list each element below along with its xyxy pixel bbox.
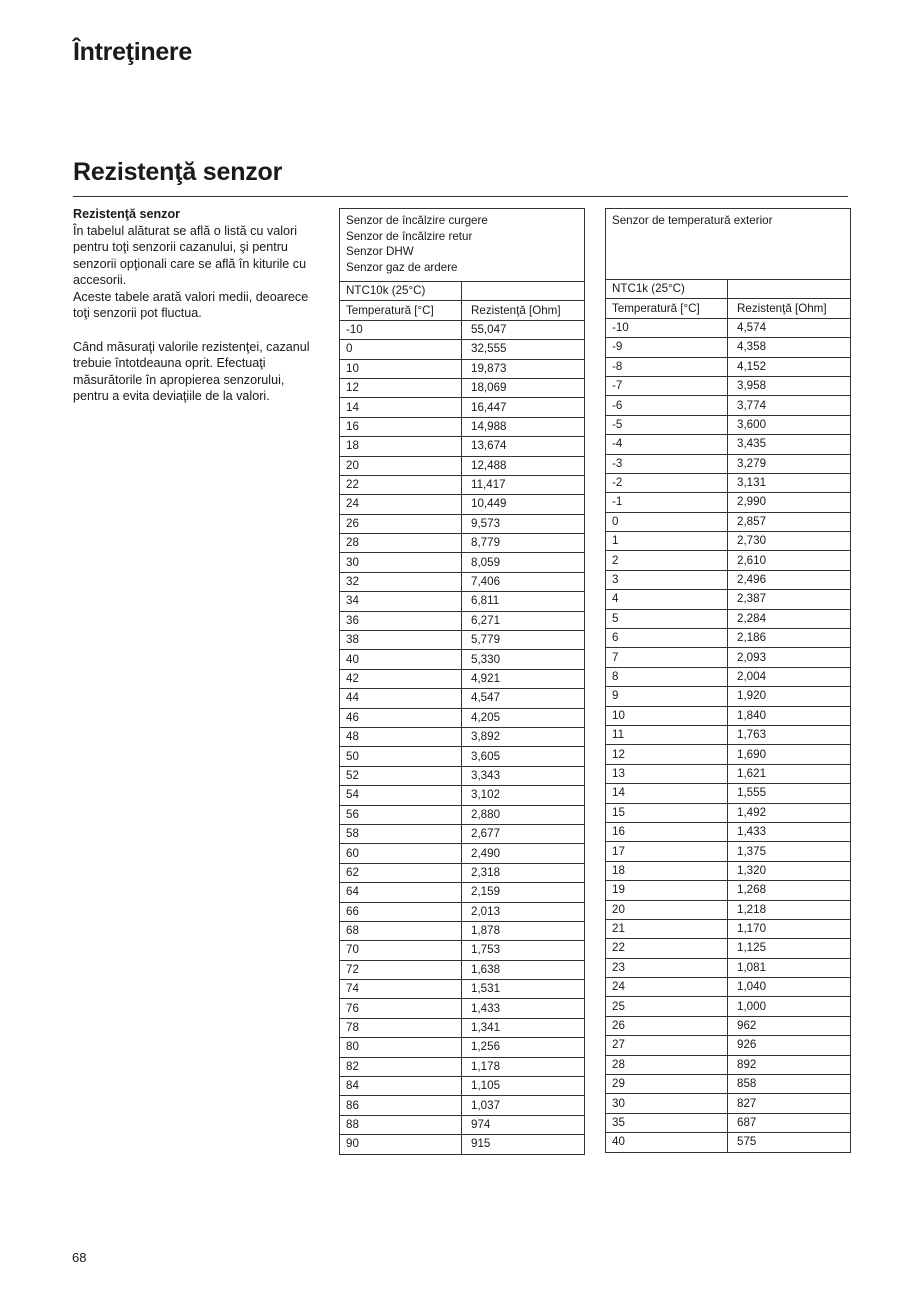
resistance-cell: 974	[462, 1115, 585, 1134]
section-title: Rezistenţă senzor	[73, 158, 283, 186]
temperature-cell: 42	[340, 669, 462, 688]
table-row	[606, 687, 851, 706]
table-row	[606, 629, 851, 648]
intro-paragraph-2: Aceste tabele arată valori medii, deoarece toţi senzorii pot fluctua.	[73, 289, 309, 320]
resistance-cell: 8,059	[462, 553, 585, 572]
temperature-cell: 70	[340, 941, 462, 960]
table-row	[340, 999, 585, 1018]
resistance-cell: 1,492	[728, 803, 851, 822]
resistance-cell: 9,573	[462, 514, 585, 533]
table-row	[340, 495, 585, 514]
resistance-cell: 2,490	[462, 844, 585, 863]
table-row	[340, 378, 585, 397]
table-row	[606, 1036, 851, 1055]
table-row	[340, 320, 585, 339]
temperature-cell: 14	[340, 398, 462, 417]
table-row	[606, 473, 851, 492]
temperature-cell: 22	[606, 939, 728, 958]
page-number: 68	[72, 1250, 87, 1265]
temperature-cell: -10	[606, 318, 728, 337]
table-row	[340, 553, 585, 572]
table-row	[606, 435, 851, 454]
temperature-cell: 14	[606, 784, 728, 803]
table-row	[340, 398, 585, 417]
table-row	[606, 551, 851, 570]
temperature-cell: 24	[340, 495, 462, 514]
temperature-cell: 40	[606, 1133, 728, 1152]
temperature-cell: 24	[606, 978, 728, 997]
resistance-cell: 2,093	[728, 648, 851, 667]
resistance-cell: 3,343	[462, 766, 585, 785]
table-row	[340, 980, 585, 999]
table-row	[340, 1096, 585, 1115]
table-row	[606, 1055, 851, 1074]
table-row	[606, 900, 851, 919]
resistance-cell: 687	[728, 1113, 851, 1132]
resistance-cell: 3,958	[728, 376, 851, 395]
sensor-list-cell	[340, 209, 585, 282]
temperature-cell: -9	[606, 338, 728, 357]
table-row	[606, 939, 851, 958]
intro-heading: Rezistenţă senzor	[73, 207, 181, 221]
resistance-cell: 1,320	[728, 861, 851, 880]
intro-paragraph-1: În tabelul alăturat se află o listă cu valori pentru toţi senzorii cazanului, şi pentru senzorii opţionali care se află în kiturile cu accesorii.	[73, 223, 307, 287]
table-row	[606, 784, 851, 803]
resistance-cell: 3,774	[728, 396, 851, 415]
table-row	[606, 667, 851, 686]
table-row	[606, 958, 851, 977]
resistance-cell: 1,178	[462, 1057, 585, 1076]
table-row	[340, 747, 585, 766]
table-row	[340, 1057, 585, 1076]
temperature-cell: -4	[606, 435, 728, 454]
temperature-cell: 11	[606, 725, 728, 744]
temperature-cell: 16	[606, 822, 728, 841]
empty-cell	[728, 280, 851, 299]
temperature-cell: 28	[606, 1055, 728, 1074]
temperature-cell: 35	[606, 1113, 728, 1132]
resistance-cell: 13,674	[462, 437, 585, 456]
temperature-cell: 23	[606, 958, 728, 977]
temperature-cell: 25	[606, 997, 728, 1016]
temperature-cell: 27	[606, 1036, 728, 1055]
temperature-cell: 12	[606, 745, 728, 764]
sensor-list-row	[340, 209, 585, 282]
table-row	[340, 669, 585, 688]
table-row	[340, 766, 585, 785]
resistance-cell: 2,284	[728, 609, 851, 628]
resistance-cell: 1,840	[728, 706, 851, 725]
temperature-cell: 26	[606, 1016, 728, 1035]
temperature-cell: 32	[340, 572, 462, 591]
temperature-cell: -5	[606, 415, 728, 434]
table-row	[340, 1135, 585, 1154]
sensor-name: Senzor DHW	[346, 245, 414, 258]
ntc10k-resistance-table	[339, 208, 585, 1155]
resistance-cell: 6,811	[462, 592, 585, 611]
resistance-cell: 5,779	[462, 631, 585, 650]
resistance-cell: 3,605	[462, 747, 585, 766]
resistance-cell: 1,268	[728, 881, 851, 900]
resistance-cell: 3,279	[728, 454, 851, 473]
resistance-cell: 1,218	[728, 900, 851, 919]
table-row	[340, 883, 585, 902]
temperature-cell: 5	[606, 609, 728, 628]
table-row	[340, 437, 585, 456]
table-row	[340, 340, 585, 359]
resistance-cell: 3,600	[728, 415, 851, 434]
table-row	[606, 570, 851, 589]
sensor-name: Senzor de încălzire retur	[346, 229, 473, 243]
resistance-cell: 1,256	[462, 1038, 585, 1057]
resistance-cell: 1,878	[462, 921, 585, 940]
table-row	[340, 727, 585, 746]
resistance-cell: 1,690	[728, 745, 851, 764]
table-row	[606, 415, 851, 434]
resistance-cell: 2,318	[462, 863, 585, 882]
resistance-cell: 575	[728, 1133, 851, 1152]
temperature-cell: 19	[606, 881, 728, 900]
table-row	[340, 1018, 585, 1037]
resistance-cell: 3,892	[462, 727, 585, 746]
temperature-cell: 60	[340, 844, 462, 863]
resistance-cell: 4,574	[728, 318, 851, 337]
column-header-resistance: Rezistenţă [Ohm]	[462, 301, 585, 320]
temperature-cell: 29	[606, 1075, 728, 1094]
temperature-cell: 10	[606, 706, 728, 725]
table-row	[340, 941, 585, 960]
temperature-cell: 82	[340, 1057, 462, 1076]
table-row	[340, 475, 585, 494]
table-row	[340, 1115, 585, 1134]
temperature-cell: 46	[340, 708, 462, 727]
temperature-cell: 20	[606, 900, 728, 919]
resistance-cell: 14,988	[462, 417, 585, 436]
table-row	[340, 417, 585, 436]
temperature-cell: 88	[340, 1115, 462, 1134]
temperature-cell: 13	[606, 764, 728, 783]
table-row	[606, 822, 851, 841]
temperature-cell: -2	[606, 473, 728, 492]
resistance-cell: 962	[728, 1016, 851, 1035]
table-row	[340, 844, 585, 863]
temperature-cell: 40	[340, 650, 462, 669]
sensor-name: Senzor gaz de ardere	[346, 260, 458, 274]
resistance-cell: 1,753	[462, 941, 585, 960]
table-row	[606, 357, 851, 376]
temperature-cell: 44	[340, 689, 462, 708]
temperature-cell: 18	[606, 861, 728, 880]
temperature-cell: 20	[340, 456, 462, 475]
table-row	[606, 803, 851, 822]
table-row	[340, 611, 585, 630]
sensor-type-cell: NTC1k (25°C)	[606, 280, 728, 299]
temperature-cell: 0	[340, 340, 462, 359]
table-row	[606, 512, 851, 531]
resistance-cell: 1,040	[728, 978, 851, 997]
sensor-type-row	[340, 282, 585, 301]
resistance-cell: 3,435	[728, 435, 851, 454]
table-row	[340, 863, 585, 882]
table-row	[606, 919, 851, 938]
temperature-cell: 10	[340, 359, 462, 378]
resistance-cell: 1,433	[462, 999, 585, 1018]
table-row	[340, 592, 585, 611]
table-row	[606, 590, 851, 609]
table-row	[606, 881, 851, 900]
resistance-cell: 4,205	[462, 708, 585, 727]
temperature-cell: 68	[340, 921, 462, 940]
table-row	[606, 318, 851, 337]
resistance-cell: 1,037	[462, 1096, 585, 1115]
temperature-cell: 30	[340, 553, 462, 572]
table-row	[340, 805, 585, 824]
resistance-cell: 2,880	[462, 805, 585, 824]
resistance-cell: 4,358	[728, 338, 851, 357]
temperature-cell: -10	[340, 320, 462, 339]
temperature-cell: 54	[340, 786, 462, 805]
resistance-cell: 1,000	[728, 997, 851, 1016]
temperature-cell: 74	[340, 980, 462, 999]
resistance-cell: 7,406	[462, 572, 585, 591]
resistance-cell: 5,330	[462, 650, 585, 669]
table-row	[340, 514, 585, 533]
resistance-cell: 4,921	[462, 669, 585, 688]
table-row	[606, 706, 851, 725]
resistance-cell: 1,105	[462, 1077, 585, 1096]
table-row	[340, 824, 585, 843]
sensor-name: Senzor de încălzire curgere	[346, 214, 488, 227]
resistance-cell: 18,069	[462, 378, 585, 397]
column-header-temperature: Temperatură [°C]	[606, 299, 728, 318]
resistance-cell: 827	[728, 1094, 851, 1113]
temperature-cell: 3	[606, 570, 728, 589]
temperature-cell: 84	[340, 1077, 462, 1096]
table-row	[606, 338, 851, 357]
resistance-cell: 12,488	[462, 456, 585, 475]
temperature-cell: 56	[340, 805, 462, 824]
column-header-resistance: Rezistenţă [Ohm]	[728, 299, 851, 318]
resistance-cell: 2,387	[728, 590, 851, 609]
temperature-cell: 7	[606, 648, 728, 667]
table-row	[340, 902, 585, 921]
resistance-cell: 858	[728, 1075, 851, 1094]
temperature-cell: 6	[606, 629, 728, 648]
temperature-cell: 9	[606, 687, 728, 706]
temperature-cell: -6	[606, 396, 728, 415]
table-row	[606, 745, 851, 764]
resistance-cell: 4,547	[462, 689, 585, 708]
temperature-cell: 48	[340, 727, 462, 746]
table-row	[340, 359, 585, 378]
table-row	[606, 1113, 851, 1132]
resistance-cell: 2,496	[728, 570, 851, 589]
resistance-cell: 2,186	[728, 629, 851, 648]
table-row	[340, 960, 585, 979]
sensor-type-cell: NTC10k (25°C)	[340, 282, 462, 301]
temperature-cell: 1	[606, 532, 728, 551]
temperature-cell: 72	[340, 960, 462, 979]
resistance-cell: 16,447	[462, 398, 585, 417]
temperature-cell: 86	[340, 1096, 462, 1115]
table-row	[340, 921, 585, 940]
table-row	[340, 1077, 585, 1096]
temperature-cell: -7	[606, 376, 728, 395]
table-row	[606, 493, 851, 512]
sensor-type-row	[606, 280, 851, 299]
resistance-cell: 19,873	[462, 359, 585, 378]
intro-text	[73, 206, 323, 405]
temperature-cell: 52	[340, 766, 462, 785]
table-row	[340, 456, 585, 475]
table-row	[606, 978, 851, 997]
table-row	[606, 997, 851, 1016]
temperature-cell: 80	[340, 1038, 462, 1057]
table-row	[606, 1094, 851, 1113]
table-row	[606, 764, 851, 783]
table-row	[340, 534, 585, 553]
table-row	[606, 648, 851, 667]
resistance-cell: 1,433	[728, 822, 851, 841]
resistance-cell: 1,638	[462, 960, 585, 979]
resistance-cell: 3,131	[728, 473, 851, 492]
resistance-cell: 1,920	[728, 687, 851, 706]
table-row	[606, 532, 851, 551]
table-row	[606, 861, 851, 880]
table-row	[340, 650, 585, 669]
temperature-cell: 28	[340, 534, 462, 553]
temperature-cell: 16	[340, 417, 462, 436]
column-header-row	[340, 301, 585, 320]
temperature-cell: 64	[340, 883, 462, 902]
temperature-cell: 8	[606, 667, 728, 686]
temperature-cell: 21	[606, 919, 728, 938]
table-row	[340, 1038, 585, 1057]
resistance-cell: 55,047	[462, 320, 585, 339]
temperature-cell: 90	[340, 1135, 462, 1154]
intro-paragraph-3: Când măsuraţi valorile rezistenţei, cazanul trebuie întotdeauna oprit. Efectuaţi măsurătorile în apropierea senzorului, pentru a evita deviaţiile de la valori.	[73, 339, 310, 403]
resistance-cell: 10,449	[462, 495, 585, 514]
resistance-cell: 1,621	[728, 764, 851, 783]
table-row	[340, 631, 585, 650]
chapter-title: Întreţinere	[73, 38, 192, 66]
temperature-cell: 34	[340, 592, 462, 611]
temperature-cell: 78	[340, 1018, 462, 1037]
table-row	[606, 396, 851, 415]
resistance-cell: 1,081	[728, 958, 851, 977]
column-header-row	[606, 299, 851, 318]
resistance-cell: 915	[462, 1135, 585, 1154]
resistance-cell: 2,730	[728, 532, 851, 551]
table-row	[606, 454, 851, 473]
table-row	[606, 842, 851, 861]
temperature-cell: -1	[606, 493, 728, 512]
section-divider	[73, 196, 848, 197]
resistance-cell: 32,555	[462, 340, 585, 359]
resistance-cell: 8,779	[462, 534, 585, 553]
sensor-name: Senzor de temperatură exterior	[612, 214, 773, 227]
resistance-cell: 892	[728, 1055, 851, 1074]
temperature-cell: 50	[340, 747, 462, 766]
temperature-cell: -8	[606, 357, 728, 376]
resistance-cell: 4,152	[728, 357, 851, 376]
temperature-cell: 38	[340, 631, 462, 650]
resistance-cell: 1,531	[462, 980, 585, 999]
table-row	[606, 1075, 851, 1094]
table-row	[606, 725, 851, 744]
table-row	[606, 376, 851, 395]
temperature-cell: 66	[340, 902, 462, 921]
paragraph-gap	[73, 322, 323, 339]
resistance-cell: 1,375	[728, 842, 851, 861]
temperature-cell: 0	[606, 512, 728, 531]
resistance-cell: 2,013	[462, 902, 585, 921]
temperature-cell: 22	[340, 475, 462, 494]
ntc1k-resistance-table	[605, 208, 851, 1153]
resistance-cell: 2,857	[728, 512, 851, 531]
temperature-cell: 62	[340, 863, 462, 882]
resistance-cell: 2,677	[462, 824, 585, 843]
empty-cell	[462, 282, 585, 301]
resistance-cell: 1,170	[728, 919, 851, 938]
temperature-cell: 26	[340, 514, 462, 533]
temperature-cell: 12	[340, 378, 462, 397]
temperature-cell: 36	[340, 611, 462, 630]
resistance-cell: 1,555	[728, 784, 851, 803]
table-row	[340, 572, 585, 591]
table-row	[340, 708, 585, 727]
resistance-cell: 6,271	[462, 611, 585, 630]
column-header-temperature: Temperatură [°C]	[340, 301, 462, 320]
resistance-cell: 1,125	[728, 939, 851, 958]
resistance-cell: 2,610	[728, 551, 851, 570]
table-row	[606, 609, 851, 628]
resistance-cell: 2,159	[462, 883, 585, 902]
temperature-cell: 4	[606, 590, 728, 609]
resistance-cell: 2,990	[728, 493, 851, 512]
table-row	[606, 1016, 851, 1035]
resistance-cell: 11,417	[462, 475, 585, 494]
temperature-cell: 30	[606, 1094, 728, 1113]
table-row	[340, 786, 585, 805]
temperature-cell: 17	[606, 842, 728, 861]
temperature-cell: 15	[606, 803, 728, 822]
temperature-cell: 58	[340, 824, 462, 843]
table-row	[606, 1133, 851, 1152]
temperature-cell: -3	[606, 454, 728, 473]
resistance-cell: 1,341	[462, 1018, 585, 1037]
sensor-list-row	[606, 209, 851, 280]
temperature-cell: 76	[340, 999, 462, 1018]
resistance-cell: 1,763	[728, 725, 851, 744]
resistance-cell: 2,004	[728, 667, 851, 686]
sensor-list-cell	[606, 209, 851, 280]
resistance-cell: 3,102	[462, 786, 585, 805]
temperature-cell: 18	[340, 437, 462, 456]
table-row	[340, 689, 585, 708]
temperature-cell: 2	[606, 551, 728, 570]
resistance-cell: 926	[728, 1036, 851, 1055]
